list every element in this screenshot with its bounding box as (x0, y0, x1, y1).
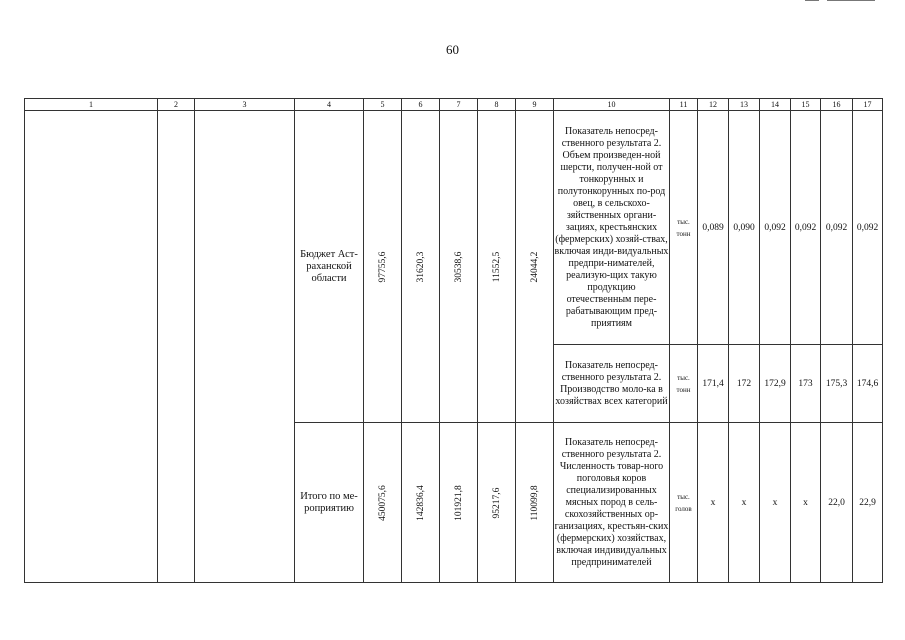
indicator-description: Показатель непосред-ственного результата 2. Производство моло-ка в хозяйствах всех категорий (554, 345, 670, 423)
indicator-value: 0,092 (853, 111, 883, 345)
column-header: 10 (554, 99, 670, 111)
amount-cell (440, 423, 478, 583)
amount-value: 142836,4 (415, 484, 426, 521)
column-header: 17 (853, 99, 883, 111)
column-header: 6 (402, 99, 440, 111)
amount-cell (402, 111, 440, 423)
column-header: 7 (440, 99, 478, 111)
indicator-value: 175,3 (821, 345, 853, 423)
empty-cell-col1 (25, 111, 158, 583)
amount-cell (364, 423, 402, 583)
empty-cell-col2 (158, 111, 195, 583)
amount-cell (440, 111, 478, 423)
amount-cell (478, 423, 516, 583)
column-header: 15 (791, 99, 821, 111)
column-header: 1 (25, 99, 158, 111)
indicator-unit: тыс. тонн (670, 345, 698, 423)
column-header: 11 (670, 99, 698, 111)
amount-value: 95217,6 (491, 487, 502, 518)
column-header: 16 (821, 99, 853, 111)
budget-indicators-table (24, 98, 883, 583)
indicator-value: 22,9 (853, 423, 883, 583)
indicator-description: Показатель непосред-ственного результата 2. Объем произведен-ной шерсти, получен-ной от тонкорунных и полутонкорунных по-род овец, в сельскохо-зяйственных органи-зациях, крестьянских (фермерских) хозяй-ствах, включая инди-видуальных предпри-нимателей, реализую-щих такую продукцию отечественным пере-рабатывающим пред-приятиям (554, 111, 670, 345)
column-header: 9 (516, 99, 554, 111)
amount-cell (478, 111, 516, 423)
column-header: 14 (760, 99, 791, 111)
indicator-value: 0,089 (698, 111, 729, 345)
amount-value: 101921,8 (453, 484, 464, 521)
amount-value: 110099,8 (529, 484, 540, 521)
indicator-value: 0,092 (821, 111, 853, 345)
column-header: 13 (729, 99, 760, 111)
column-header: 2 (158, 99, 195, 111)
indicator-value: 0,092 (760, 111, 791, 345)
indicator-unit: тыс. голов (670, 423, 698, 583)
empty-cell-col3 (195, 111, 295, 583)
column-header: 3 (195, 99, 295, 111)
amount-value: 11552,5 (491, 251, 502, 282)
amount-value: 24044,2 (529, 251, 540, 282)
amount-value: 31620,3 (415, 251, 426, 282)
column-header: 12 (698, 99, 729, 111)
column-header: 8 (478, 99, 516, 111)
column-header: 5 (364, 99, 402, 111)
amount-value: 97755,6 (377, 251, 388, 282)
indicator-value: 172 (729, 345, 760, 423)
amount-cell (402, 423, 440, 583)
column-header: 4 (295, 99, 364, 111)
indicator-value: x (698, 423, 729, 583)
funding-source: Итого по ме-роприятию (295, 423, 364, 583)
amount-cell (364, 111, 402, 423)
indicator-value: x (729, 423, 760, 583)
corner-scan-mark (805, 0, 875, 2)
column-number-row (25, 99, 883, 111)
indicator-description: Показатель непосред-ственного результата 2. Численность товар-ного поголовья коров специализированных мясных пород в сель-скохозяйственных ор-ганизациях, крестьян-ских (фермерских) хозяйствах, включая индивидуальных предпринимателей (554, 423, 670, 583)
amount-value: 30538,6 (453, 251, 464, 282)
table-row (25, 111, 883, 345)
indicator-value: 22,0 (821, 423, 853, 583)
indicator-value: 172,9 (760, 345, 791, 423)
indicator-value: 171,4 (698, 345, 729, 423)
indicator-value: 0,092 (791, 111, 821, 345)
indicator-unit: тыс. тонн (670, 111, 698, 345)
amount-value: 450075,6 (377, 484, 388, 521)
indicator-value: 0,090 (729, 111, 760, 345)
funding-source: Бюджет Аст-раханской области (295, 111, 364, 423)
indicator-value: x (760, 423, 791, 583)
indicator-value: 174,6 (853, 345, 883, 423)
page-number: 60 (446, 42, 459, 57)
indicator-value: x (791, 423, 821, 583)
amount-cell (516, 423, 554, 583)
amount-cell (516, 111, 554, 423)
indicator-value: 173 (791, 345, 821, 423)
